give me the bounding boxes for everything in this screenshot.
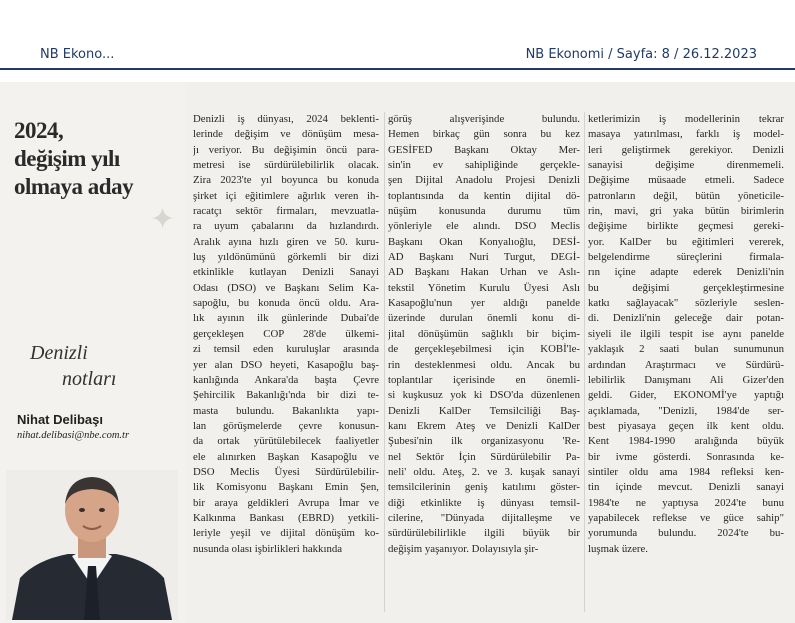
article-text-line: etkinlikle kutlayan Denizli Sanayi xyxy=(193,266,379,279)
article-text-line: leri geliştirmek gerekiyor. Denizli xyxy=(588,143,784,156)
article-text-line: GESİFED Başkanı Oktay Mer- xyxy=(388,143,580,156)
article-text-line: temsilcilerinin geniş katılımı göster- xyxy=(388,481,580,494)
article-text-line: şen Dijital Anadolu Projesi Denizli xyxy=(388,174,580,187)
column-name-line: Denizli xyxy=(30,342,88,364)
article-text-line: yaklaşık 2 saati bulan sunumunun xyxy=(588,343,784,356)
author-email: nihat.delibasi@nbe.com.tr xyxy=(17,430,130,441)
article-text-line: jı veriyor. Bu değişimin öncü para- xyxy=(193,143,379,156)
article-text-line: kanlığında Ankara'da başta Çevre xyxy=(193,373,379,386)
article-text-line: diği etkinlikte iş dünyası temsil- xyxy=(388,496,580,509)
header-divider xyxy=(0,68,795,70)
article-text-line: siyeli ile ilgili tespit ise aynı panelde xyxy=(588,327,784,340)
article-text-line: yapabilecek reflekse ve güce sahip" xyxy=(588,511,784,524)
header-source-label: NB Ekono... xyxy=(40,47,115,62)
article-text-line: metresi ise sürdürülebilirlik olacak. xyxy=(193,159,379,172)
header-page-info: NB Ekonomi / Sayfa: 8 / 26.12.2023 xyxy=(525,47,757,62)
article-column-1 xyxy=(193,112,379,557)
article-text-line: Değişime müsaade etmeli. Sadece xyxy=(588,174,784,187)
article-text-line: 1984'te ne yaptıysa 2024'te bunu xyxy=(588,496,784,509)
article-text-line: masta bulundu. Bakanlıkta yapı- xyxy=(193,404,379,417)
article-text-line: ele alınırken Başkan Kasapoğlu ve xyxy=(193,450,379,463)
article-text-line: Aralık ayına hızlı giren ve 50. kuru- xyxy=(193,235,379,248)
article-text-line: sin'in ev sahipliğinde gerçekle- xyxy=(388,159,580,172)
article-text-line: nel Sektör İçin Sürdürülebilir Pa- xyxy=(388,450,580,463)
article-text-line: lik Komisyonu Başkanı Emin Şen, xyxy=(193,481,379,494)
headline-line: 2024, xyxy=(14,118,64,143)
article-text-line: tin içinde mevcut. Denizli sanayi xyxy=(588,481,784,494)
article-text-line: Denizli KalDer Temsilciliği Baş- xyxy=(388,404,580,417)
article-text-line: AD Başkanı Nuri Turgut, DEGİ- xyxy=(388,251,580,264)
article-text-line: lık ayının ilk günlerinde Dubai'de xyxy=(193,312,379,325)
article-text-line: Zira 2023'te yıl boyunca bu konuda xyxy=(193,174,379,187)
article-text-line: Kasapoğlu'nun yer aldığı panelde xyxy=(388,297,580,310)
article-text-line: değişime birlikte geçmesi gereki- xyxy=(588,220,784,233)
article-column-3 xyxy=(588,112,784,557)
article-text-line: yönleriyle ele alındı. DSO Meclis xyxy=(388,220,580,233)
article-text-line: patronların değil, bütün yöneticile- xyxy=(588,189,784,202)
article-text-line: ra uyum çabalarını da hızlandırdı. xyxy=(193,220,379,233)
column-name-line: notları xyxy=(62,368,117,390)
article-text-line: bir araya geldikleri Avrupa İmar ve xyxy=(193,496,379,509)
article-text-line: Hemen birkaç gün sonra bu kez xyxy=(388,128,580,141)
article-text-line: geldi. Gider, EKONOMİ'ye yaptığı xyxy=(588,389,784,402)
article-text-line: luşmak üzere. xyxy=(588,542,648,555)
headline-line: değişim yılı xyxy=(14,146,120,171)
article-text-line: nusunda olası işbirlikleri hakkında xyxy=(193,542,343,555)
article-text-line: bu değişimi gerçekleştirmesine xyxy=(588,281,784,294)
column-divider xyxy=(384,112,385,612)
headline-line: olmaya aday xyxy=(14,174,134,199)
article-text-line: cilerine, "Dünyada dijitalleşme ve xyxy=(388,511,580,524)
article-text-line: ketlerimizin iş modellerinin tekrar xyxy=(588,113,784,125)
article-text-line: racatçı sektör firmaları, mevzuatla- xyxy=(193,205,379,218)
article-text-line: si kuşkusuz yok ki DSO'da düzenlenen xyxy=(388,389,580,402)
article-text-line: leriyle yeşil ve dijital dönüşüm ko- xyxy=(193,527,379,540)
article-text-line: Odası (DSO) ve Başkanı Selim Ka- xyxy=(193,281,379,294)
article-text-line: gerçekleşen COP 28'de ülkemi- xyxy=(193,327,379,340)
column-name xyxy=(30,340,116,392)
article-text-line: lan görüşmelerde çevre konusun- xyxy=(193,419,379,432)
article-text-line: zi temsil eden kuruluşlar arasında xyxy=(193,343,379,356)
article-text-line: lebilirlik Danışmanı Ali Gizer'den xyxy=(588,373,784,386)
article-text-line: rin, mavi, gri yaka bütün birimlerin xyxy=(588,205,784,218)
article-text-line: üzerinde durulan önemli konu di- xyxy=(388,312,580,325)
article-text-line: katkı sağlayacak" sözleriyle seslen- xyxy=(588,297,784,310)
article-text-line: yor. KalDer bu eğitimleri vererek, xyxy=(588,235,784,248)
article-text-line: neli' oldu. Ateş, 2. ve 3. kuşak sanayi xyxy=(388,465,580,478)
article-text-line: de gerçekleşebilmesi için KOBİ'le- xyxy=(388,343,580,356)
article-text-line: rin desteklenmesi oldu. Ancak bu xyxy=(388,358,580,371)
article-text-line: rın içine adapte ederek Denizli'nin xyxy=(588,266,784,279)
article-sidebar xyxy=(0,82,185,623)
article-text-line: masaya yatırılması, farklı iş model- xyxy=(588,128,784,141)
author-photo xyxy=(6,470,178,620)
article-text-line: toplantısında da kentin dijital dö- xyxy=(388,189,580,202)
article-text-line: sanayisi değişime direnmemeli. xyxy=(588,159,784,172)
article-text-line: luş yıldönümünü görkemli bir dizi xyxy=(193,251,379,264)
article-text-line: AD Başkanı Hakan Urhan ve Aslı- xyxy=(388,266,580,279)
article-text-line: lerinde değişim ve dönüşüm mesa- xyxy=(193,128,379,141)
article-text-line: toplantılar içerisinde en önemli- xyxy=(388,373,580,386)
article-text-line: Şehircilik Bakanlığı'nda bir dizi te- xyxy=(193,389,379,402)
article-text-line: görüş alışverişinde bulundu. xyxy=(388,113,580,125)
column-divider xyxy=(584,112,585,612)
article-column-2 xyxy=(388,112,580,557)
article-text-line: Kalkınma Bankası (EBRD) yetkili- xyxy=(193,511,379,524)
background-ghost-text: ✦ xyxy=(150,203,178,236)
newspaper-clipping xyxy=(0,82,795,623)
article-text-line: sapoğlu, bu konuda öncü oldu. Ara- xyxy=(193,297,379,310)
article-text-line: di. Denizli'nin geleceğe dair potan- xyxy=(588,312,784,325)
article-text-line: DSO Meclis Üyesi Sürdürülebilir- xyxy=(193,465,379,478)
article-text-line: bir ivme gösterdi. Sonrasında ke- xyxy=(588,450,784,463)
article-text-line: Başkanı Okan Konyalıoğlu, DESİ- xyxy=(388,235,580,248)
article-text-line: yer alan DSO heyeti, Kasapoğlu baş- xyxy=(193,358,379,371)
article-text-line: tekstil Yönetim Kurulu Üyesi Aslı xyxy=(388,281,580,294)
article-text-line: kanı Ekrem Ateş ve Denizli KalDer xyxy=(388,419,580,432)
article-text-line: ardından Araştırmacı ve Sürdürü- xyxy=(588,358,784,371)
article-text-line: Denizli iş dünyası, 2024 beklenti- xyxy=(193,113,379,125)
article-text-line: best piyasaya geçen ilk kent oldu. xyxy=(588,419,784,432)
article-text-line: Kent 1984-1990 aralığında büyük xyxy=(588,435,784,448)
article-text-line: şirket içi eğitimlere ağırlık veren ih- xyxy=(193,189,379,202)
article-text-line: jital dönüşümün sağlıklı bir biçim- xyxy=(388,327,580,340)
article-headline xyxy=(14,117,179,201)
article-text-line: nüşüm konusunda durumu tüm xyxy=(388,205,580,218)
article-text-line: yorumunda bulundu. 2024'te bu- xyxy=(588,527,784,540)
article-text-line: sintiler oldu ama 1984 refleksi ken- xyxy=(588,465,784,478)
article-text-line: sürdürülebilirlikle ilgili büyük bir xyxy=(388,527,580,540)
article-text-line: değişim yaşanıyor. Dolayısıyla şir- xyxy=(388,542,539,555)
article-text-line: Şubesi'nin ilk organizasyonu 'Re- xyxy=(388,435,580,448)
article-text-line: belgelendirme süreçlerini firmala- xyxy=(588,251,784,264)
author-name: Nihat Delibaşı xyxy=(17,412,103,427)
article-text-line: da ortak yürütülebilecek faaliyetler xyxy=(193,435,379,448)
article-text-line: açıklamada, "Denizli, 1984'de ser- xyxy=(588,404,784,417)
